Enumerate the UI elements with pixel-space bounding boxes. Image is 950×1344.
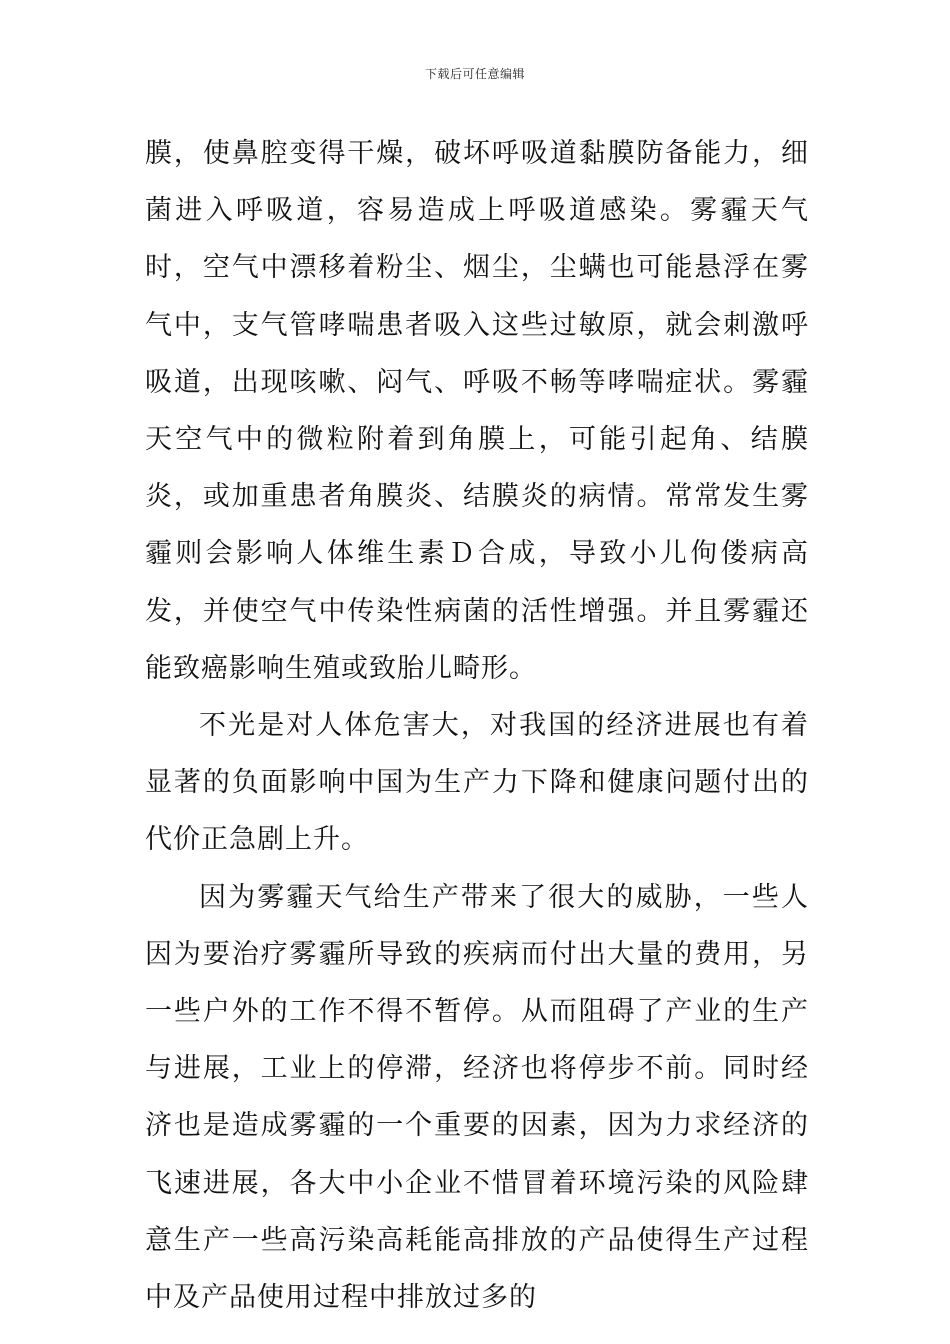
- page-header-note: 下载后可任意编辑: [424, 67, 525, 81]
- paragraph-continuation: 膜，使鼻腔变得干燥，破坏呼吸道黏膜防备能力，细菌进入呼吸道，容易造成上呼吸道感染。雾霾天气时，空气中漂移着粉尘、烟尘，尘螨也可能悬浮在雾气中，支气管哮喘患者吸入这些过敏原，就会刺激呼吸道，出现咳嗽、闷气、呼吸不畅等哮喘症状。雾霾天空气中的微粒附着到角膜上，可能引起角、结膜炎，或加重患者角膜炎、结膜炎的病情。常常发生雾霾则会影响人体维生素Ｄ合成，导致小儿佝偻病高发，并使空气中传染性病菌的活性增强。并且雾霾还能致癌影响生殖或致胎儿畸形。: [145, 138, 809, 684]
- document-body: [145, 125, 809, 1326]
- paragraph-economic-impact: 不光是对人体危害大，对我国的经济进展也有着显著的负面影响中国为生产力下降和健康问题付出的代价正急剧上升。: [145, 710, 809, 856]
- paragraph-production-threat: 因为雾霾天气给生产带来了很大的威胁，一些人因为要治疗雾霾所导致的疾病而付出大量的费用，另一些户外的工作不得不暂停。从而阻碍了产业的生产与进展，工业上的停滞，经济也将停步不前。同时经济也是造成雾霾的一个重要的因素，因为力求经济的飞速进展，各大中小企业不惜冒着环境污染的风险肆意生产一些高污染高耗能高排放的产品使得生产过程中及产品使用过程中排放过多的: [145, 881, 809, 1314]
